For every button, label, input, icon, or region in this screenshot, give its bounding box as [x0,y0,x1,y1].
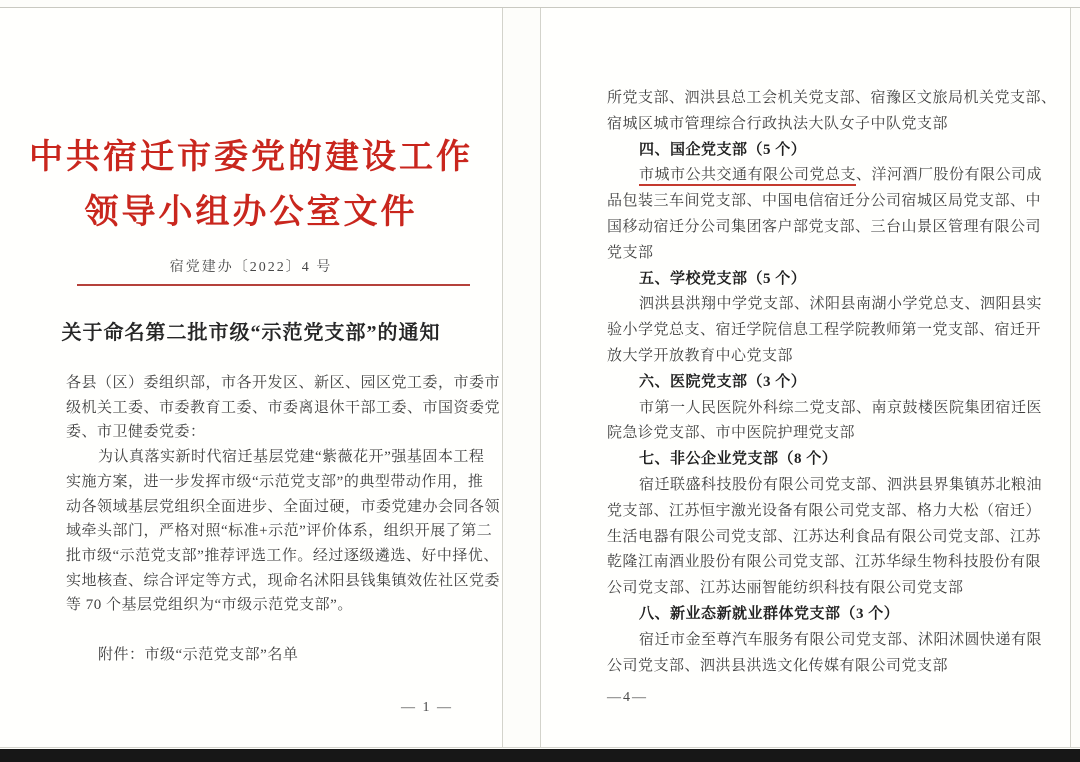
body-line: 公司党支部、江苏达丽智能纺织科技有限公司党支部 [607,580,964,597]
body-line: 放大学开放教育中心党支部 [607,347,794,364]
body-line: 市第一人民医院外科综二党支部、南京鼓楼医院集团宿迁医 [639,399,1043,416]
body-line: 级机关工委、市委教育工委、市委离退休干部工委、市国资委党 [66,399,501,416]
body-line [607,163,1043,189]
section-heading-hospitals: 六、医院党支部（3 个） [639,373,807,390]
body-line: 生活电器有限公司党支部、江苏达利食品有限公司党支部、江苏 [607,528,1042,545]
section-heading-soe: 四、国企党支部（5 个） [639,141,807,158]
page-number-4: —4— [607,690,648,705]
notice-title: 关于命名第二批市级“示范党支部”的通知 [61,322,441,344]
body-line: 动各领域基层党组织全面进步、全面过硬，市委党建办会同各领 [66,498,501,515]
document-number: 宿党建办〔2022〕4 号 [169,260,333,275]
body-line: 泗洪县洪翔中学党支部、沭阳县南湖小学党总支、泗阳县实 [639,296,1043,313]
page-number-1: — 1 — [401,700,453,715]
body-line: 等 70 个基层党组织为“市级示范党支部”。 [66,597,353,614]
body-line-rest: 、洋河酒厂股份有限公司成 [856,167,1043,184]
body-line: 各县（区）委组织部，市各开发区、新区、园区党工委，市委市 [66,375,501,391]
bottom-edge-line [0,747,1080,748]
body-line: 公司党支部、泗洪县洪选文化传媒有限公司党支部 [607,657,949,674]
org-title-line2: 领导小组办公室文件 [84,194,418,231]
body-line: 院急诊党支部、市中医院护理党支部 [607,425,856,442]
red-divider-line [77,284,470,286]
body-line: 域牵头部门，严格对照“标准+示范”评价体系，组织开展了第二 [66,523,493,540]
photo-bottom-bar [0,749,1080,762]
body-line: 实施方案，进一步发挥市级“示范党支部”的典型带动作用，推 [66,473,484,490]
body-line: 所党支部、泗洪县总工会机关党支部、宿豫区文旅局机关党支部、 [607,90,1057,106]
issuing-org-title [0,130,502,240]
body-line: 宿城区城市管理综合行政执法大队女子中队党支部 [607,115,949,132]
body-line: 国移动宿迁分公司集团客户部党支部、三台山景区管理有限公司 [607,218,1042,235]
body-line: 宿迁市金至尊汽车服务有限公司党支部、沭阳沭圆快递有限 [639,631,1043,648]
body-line: 乾隆江南酒业股份有限公司党支部、江苏华绿生物科技股份有限 [607,554,1042,571]
section-heading-new-economy: 八、新业态新就业群体党支部（3 个） [639,605,900,622]
body-line: 实地核查、综合评定等方式，现命名沭阳县钱集镇效佐社区党委 [66,572,501,589]
body-line: 批市级“示范党支部”推荐评选工作。经过逐级遴选、好中择优、 [66,547,499,564]
body-line: 委、市卫健委党委： [66,424,206,441]
body-line: 党支部 [607,244,654,261]
body-line: 党支部、江苏恒宇激光设备有限公司党支部、格力大松（宿迁） [607,502,1042,519]
branch-name-list [607,86,1057,679]
attachment-line: 附件：市级“示范党支部”名单 [98,646,299,663]
body-line: 为认真落实新时代宿迁基层党建“紫薇花开”强基固本工程 [98,449,485,466]
body-line: 品包装三车间党支部、中国电信宿迁分公司宿城区局党支部、中 [607,193,1042,210]
section-heading-schools: 五、学校党支部（5 个） [639,270,807,287]
org-title-line1: 中共宿迁市委党的建设工作 [29,139,473,176]
body-line: 宿迁联盛科技股份有限公司党支部、泗洪县界集镇苏北粮油 [639,476,1043,493]
body-line: 验小学党总支、宿迁学院信息工程学院教师第一党支部、宿迁开 [607,322,1042,339]
highlighted-branch-underline: 市城市公共交通有限公司党总支 [639,167,856,186]
section-heading-private: 七、非公企业党支部（8 个） [639,451,838,468]
page-1 [0,8,503,747]
page-4 [540,8,1071,747]
notice-body [66,371,501,667]
